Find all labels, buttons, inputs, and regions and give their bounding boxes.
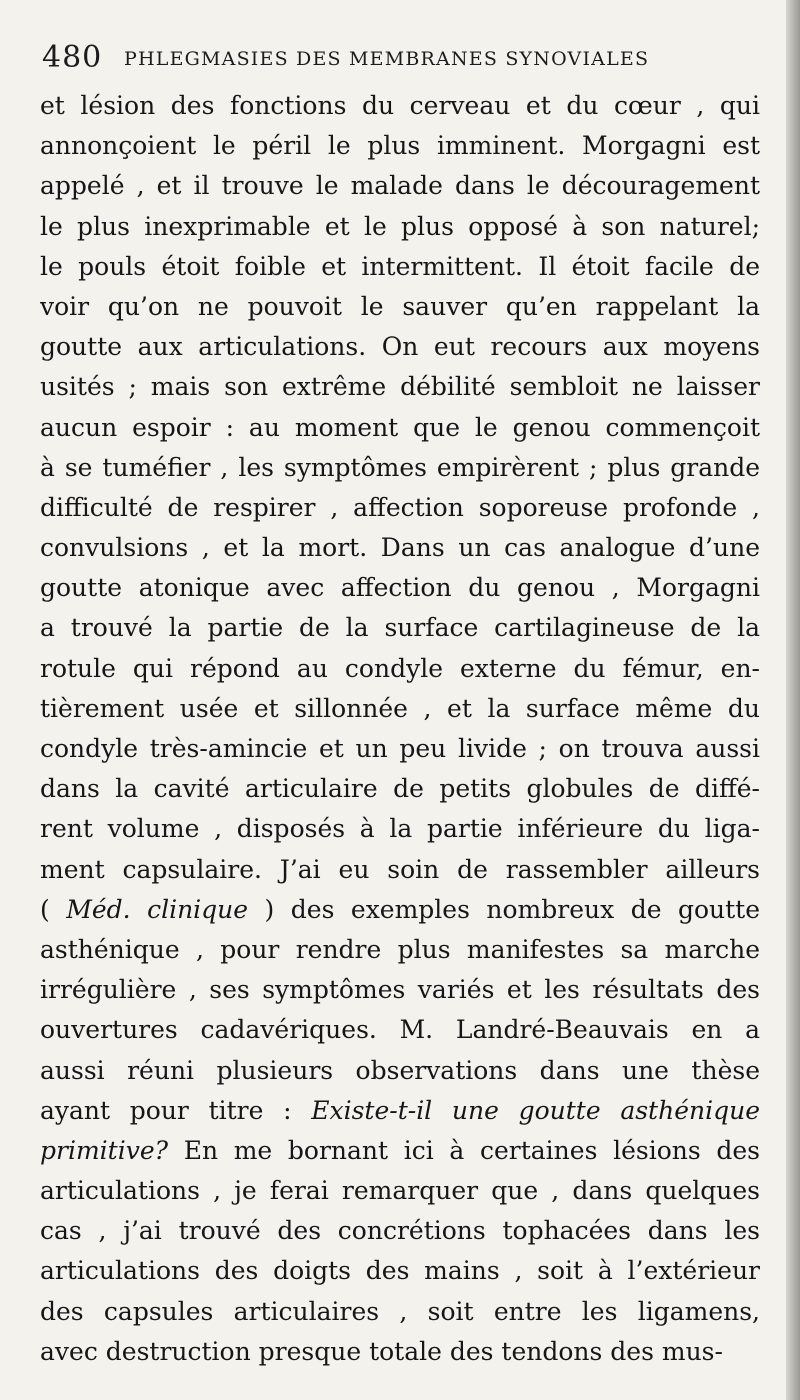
text-segment: ment capsulaire. J’ai eu soin de rassembler ailleurs [40,854,760,884]
text-segment: rent volume , disposés à la partie inférieure du liga- [40,814,760,844]
text-segment: articulations des doigts des mains , soit à l’extérieur [40,1256,760,1286]
text-line [40,890,760,930]
text-segment: articulations , je ferai remarquer que , dans quelques [40,1176,760,1206]
text-line [40,970,760,1010]
text-segment: ) des exemples nombreux de goutte [248,894,760,924]
text-segment: goutte atonique avec affection du genou , Morgagni [40,573,760,603]
text-segment: à se tuméfier , les symptômes empirèrent ; plus grande [40,452,760,482]
text-line [40,1171,760,1211]
text-line [40,488,760,528]
text-segment: rotule qui répond au condyle externe du fémur, en- [40,653,760,683]
text-segment: et lésion des fonctions du cerveau et du cœur , qui [40,91,760,120]
text-line [40,1051,760,1091]
text-segment: dans la cavité articulaire de petits globules de diffé- [40,774,760,804]
text-segment: ayant pour titre : [40,1095,312,1125]
text-line [40,408,760,448]
text-segment: irrégulière , ses symptômes variés et les résultats des [40,975,760,1005]
text-line [40,608,760,648]
text-line [40,166,760,206]
running-head: PHLEGMASIES DES MEMBRANES SYNOVIALES [124,48,650,70]
text-line [40,528,760,568]
text-line [40,1292,760,1332]
text-segment: ouvertures cadavériques. M. Landré-Beauvais en a [40,1015,760,1045]
text-line [40,850,760,890]
text-segment: ( [40,894,67,924]
italic-text: Existe-t-il une goutte asthénique [311,1095,760,1125]
text-line [40,568,760,608]
text-segment: convulsions , et la mort. Dans un cas analogue d’une [40,533,760,563]
italic-text: primitive? [40,1135,169,1165]
text-line [40,327,760,367]
text-segment: le plus inexprimable et le plus opposé à son naturel; [40,211,760,241]
text-segment: usités ; mais son extrême débilité sembloit ne laisser [40,372,760,402]
text-line [40,1091,760,1131]
text-line [40,689,760,729]
text-line [40,729,760,769]
text-line [40,287,760,327]
text-segment: a trouvé la partie de la surface cartilagineuse de la [40,613,760,643]
text-segment: avec destruction presque totale des tendons des mus- [40,1336,723,1366]
page-header [42,36,762,86]
text-line [40,1010,760,1050]
text-segment: annonçoient le péril le plus imminent. Morgagni est [40,131,760,161]
text-segment: condyle très-amincie et un peu livide ; on trouva aussi [40,734,760,763]
text-segment: voir qu’on ne pouvoit le sauver qu’en rappelant la [40,291,760,321]
text-line [40,930,760,970]
text-line [40,247,760,287]
text-segment: cas , j’ai trouvé des concrétions tophacées dans les [40,1216,760,1246]
text-line [40,207,760,247]
text-line [40,1131,760,1171]
text-line [40,1251,760,1291]
text-line [40,769,760,809]
text-line [40,448,760,488]
text-segment: des capsules articulaires , soit entre les ligamens, [40,1296,760,1326]
text-segment: aucun espoir : au moment que le genou commençoit [40,412,760,442]
italic-text: Méd. clinique [66,894,249,924]
text-line [40,1211,760,1251]
text-segment: difficulté de respirer , affection soporeuse profonde , [40,492,760,522]
text-segment: En me bornant ici à certaines lésions des [168,1135,760,1165]
page-number: 480 [42,40,103,75]
page-edge-shadow [786,0,800,1400]
text-line [40,367,760,407]
body-text [40,86,760,1372]
text-line [40,86,760,126]
text-line [40,809,760,849]
text-line [40,126,760,166]
text-segment: le pouls étoit foible et intermittent. Il étoit facile de [40,251,760,281]
text-line [40,1332,760,1372]
text-line [40,649,760,689]
text-segment: goutte aux articulations. On eut recours aux moyens [40,332,760,362]
text-segment: appelé , et il trouve le malade dans le découragement [40,171,760,201]
text-segment: tièrement usée et sillonnée , et la surface même du [40,693,760,723]
text-segment: aussi réuni plusieurs observations dans une thèse [40,1055,760,1085]
text-segment: asthénique , pour rendre plus manifestes sa marche [40,934,760,964]
